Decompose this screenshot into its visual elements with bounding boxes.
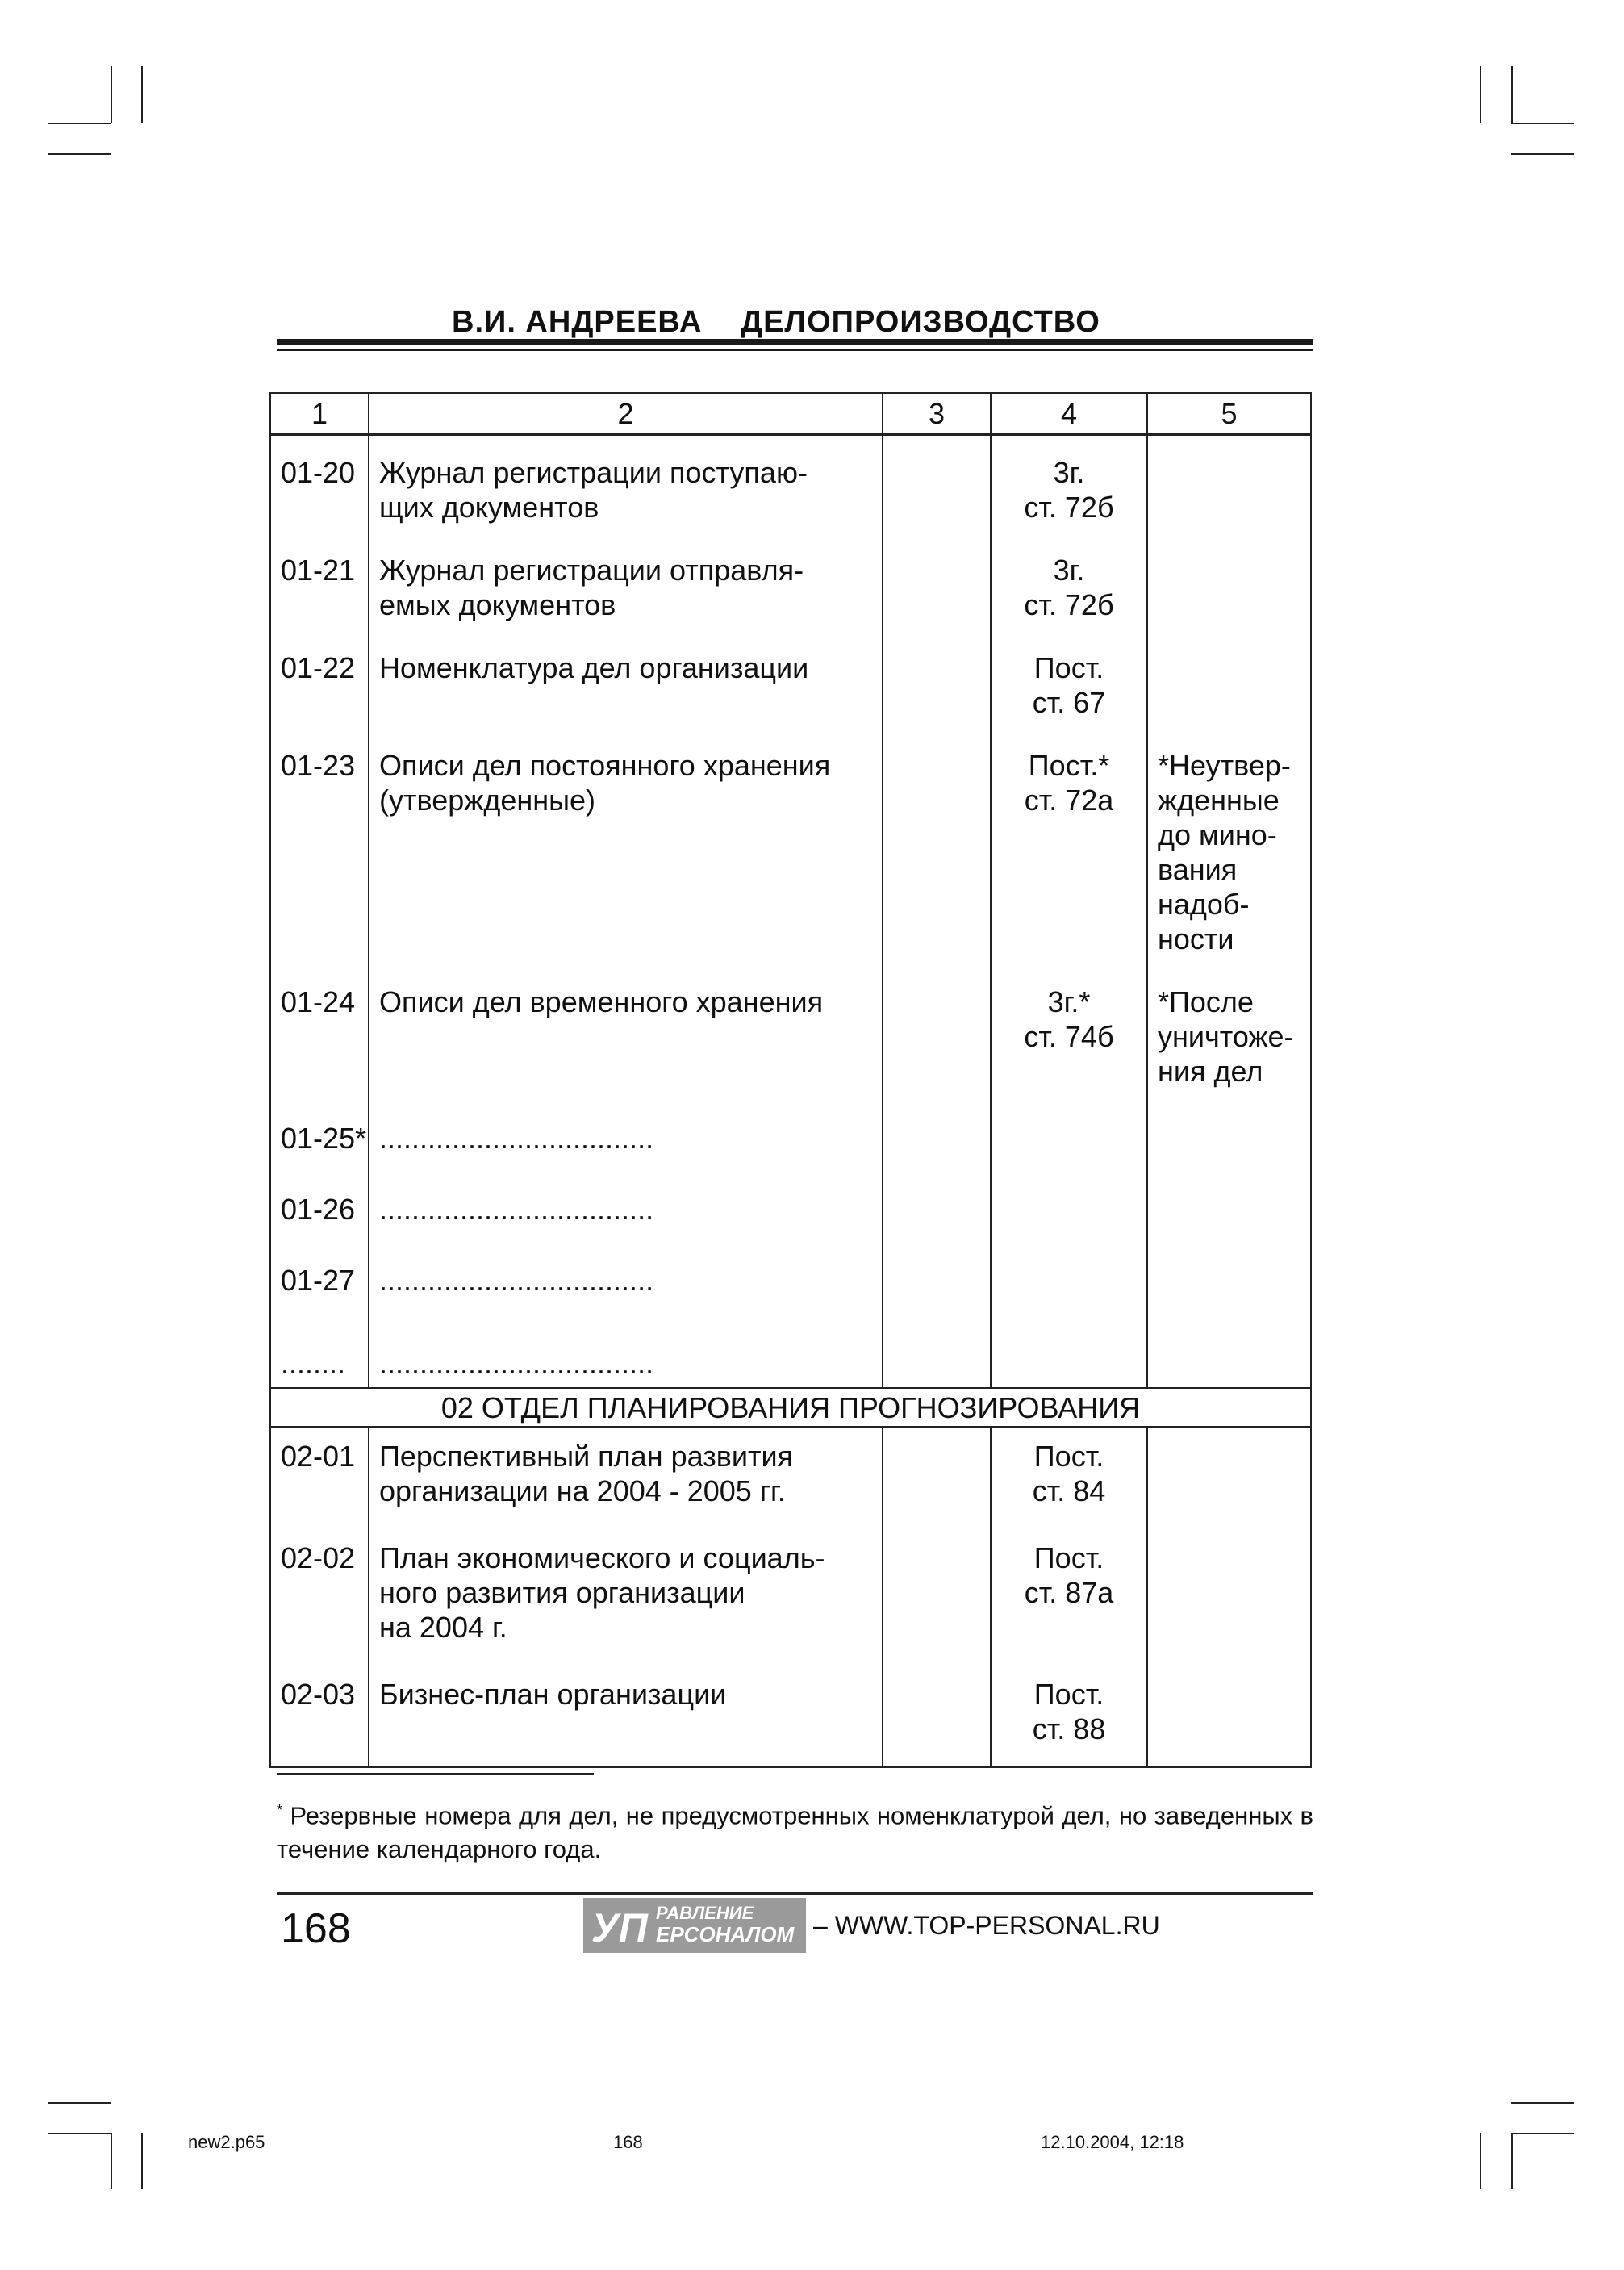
column-header: 5	[1147, 393, 1311, 434]
row-index: 02-01	[270, 1427, 369, 1508]
row-term	[991, 1156, 1147, 1227]
row-title: План экономического и социаль- ного развития организации на 2004 г.	[369, 1508, 883, 1645]
table-row	[270, 1089, 1311, 1156]
page-number: 168	[281, 1905, 351, 1952]
row-term	[991, 1298, 1147, 1388]
row-note	[1147, 434, 1311, 525]
row-index: 01-23	[270, 720, 369, 956]
row-col3	[883, 1089, 991, 1156]
table-row	[270, 1227, 1311, 1298]
nomenclature-table	[269, 392, 1312, 1768]
row-col3	[883, 525, 991, 622]
row-col3	[883, 1227, 991, 1298]
column-header: 2	[369, 393, 883, 434]
row-title: Журнал регистрации поступаю- щих документов	[369, 434, 883, 525]
crop-mark	[48, 2133, 111, 2134]
row-title: Журнал регистрации отправля- емых документов	[369, 525, 883, 622]
running-header	[452, 305, 1100, 340]
row-term	[991, 1089, 1147, 1156]
row-col3	[883, 1427, 991, 1508]
crop-mark	[48, 123, 111, 124]
logo-line-2: ЕРСОНАЛОМ	[656, 1922, 795, 1946]
footnote-text: Резервные номера для дел, не предусмотренных номенклатурой дел, но заведенных в течение календарного года.	[277, 1801, 1313, 1864]
column-header: 4	[991, 393, 1147, 434]
table-row	[270, 720, 1311, 956]
header-title: ДЕЛОПРОИЗВОДСТВО	[741, 305, 1100, 339]
slug-file: new2.p65	[188, 2132, 265, 2152]
table-row	[270, 434, 1311, 525]
footnote-mark: *	[277, 1802, 283, 1818]
crop-mark	[1511, 66, 1513, 123]
row-col3	[883, 1298, 991, 1388]
row-index: 02-02	[270, 1508, 369, 1645]
crop-mark	[141, 2133, 143, 2189]
table-row	[270, 1298, 1311, 1388]
table-header-row	[270, 393, 1311, 434]
table-row	[270, 1645, 1311, 1767]
row-col3	[883, 1508, 991, 1645]
row-term: 3г. ст. 72б	[991, 525, 1147, 622]
row-note: *После уничтоже- ния дел	[1147, 956, 1311, 1089]
section-row	[270, 1388, 1311, 1427]
row-index: 01-20	[270, 434, 369, 525]
slug-datetime: 12.10.2004, 12:18	[1041, 2132, 1184, 2152]
row-title: ..................................	[369, 1156, 883, 1227]
table-row	[270, 1156, 1311, 1227]
row-note	[1147, 1089, 1311, 1156]
row-note	[1147, 1298, 1311, 1388]
publisher-logo	[583, 1898, 806, 1953]
row-title: Бизнес-план организации	[369, 1645, 883, 1767]
crop-mark	[48, 2102, 111, 2104]
row-term	[991, 1227, 1147, 1298]
row-term: Пост. ст. 67	[991, 622, 1147, 720]
row-term: Пост. ст. 87а	[991, 1508, 1147, 1645]
row-note	[1147, 1508, 1311, 1645]
crop-mark	[1511, 123, 1574, 124]
logo-letters: УП	[591, 1905, 648, 1950]
logo-line-1: РАВЛЕНИЕ	[656, 1903, 754, 1923]
row-term: Пост. ст. 88	[991, 1645, 1147, 1767]
crop-mark	[1511, 2133, 1513, 2189]
row-note	[1147, 622, 1311, 720]
row-col3	[883, 1156, 991, 1227]
column-header: 1	[270, 393, 369, 434]
row-index: 01-27	[270, 1227, 369, 1298]
crop-mark	[1511, 153, 1574, 155]
row-col3	[883, 622, 991, 720]
crop-mark	[111, 66, 112, 123]
row-col3	[883, 956, 991, 1089]
row-note	[1147, 525, 1311, 622]
footnote-rule	[277, 1773, 594, 1775]
row-index: 01-21	[270, 525, 369, 622]
crop-mark	[1480, 2133, 1481, 2189]
row-term: 3г.* ст. 74б	[991, 956, 1147, 1089]
row-col3	[883, 434, 991, 525]
crop-mark	[48, 153, 111, 155]
row-title: ..................................	[369, 1089, 883, 1156]
row-index: 01-22	[270, 622, 369, 720]
slug-page: 168	[613, 2132, 643, 2152]
header-rule-thin	[277, 349, 1313, 351]
row-index: 01-25*	[270, 1089, 369, 1156]
row-index: 01-26	[270, 1156, 369, 1227]
website-link: – WWW.TOP-PERSONAL.RU	[813, 1911, 1160, 1940]
row-col3	[883, 720, 991, 956]
row-index: 02-03	[270, 1645, 369, 1767]
row-term: 3г. ст. 72б	[991, 434, 1147, 525]
table-row	[270, 525, 1311, 622]
header-author: В.И. АНДРЕЕВА	[452, 305, 703, 339]
crop-mark	[1480, 66, 1481, 123]
row-index: ........	[270, 1298, 369, 1388]
row-term: Пост.* ст. 72а	[991, 720, 1147, 956]
section-title: 02 ОТДЕЛ ПЛАНИРОВАНИЯ ПРОГНОЗИРОВАНИЯ	[270, 1388, 1311, 1427]
crop-mark	[1511, 2133, 1574, 2134]
row-title: Перспективный план развития организации на 2004 - 2005 гг.	[369, 1427, 883, 1508]
row-index: 01-24	[270, 956, 369, 1089]
table-row	[270, 1508, 1311, 1645]
crop-mark	[1511, 2102, 1574, 2104]
row-note	[1147, 1427, 1311, 1508]
crop-mark	[141, 66, 143, 123]
row-col3	[883, 1645, 991, 1767]
table-row	[270, 622, 1311, 720]
crop-mark	[111, 2133, 112, 2189]
footer-rule	[277, 1892, 1313, 1895]
column-header: 3	[883, 393, 991, 434]
table-row	[270, 1427, 1311, 1508]
row-title: ..................................	[369, 1298, 883, 1388]
row-title: ..................................	[369, 1227, 883, 1298]
footnote	[277, 1793, 1313, 1867]
row-title: Описи дел временного хранения	[369, 956, 883, 1089]
row-note	[1147, 1645, 1311, 1767]
row-note	[1147, 1227, 1311, 1298]
row-title: Описи дел постоянного хранения (утвержденные)	[369, 720, 883, 956]
header-rule	[277, 339, 1313, 345]
table-row	[270, 956, 1311, 1089]
row-term: Пост. ст. 84	[991, 1427, 1147, 1508]
row-title: Номенклатура дел организации	[369, 622, 883, 720]
row-note: *Неутвер- жденные до мино- вания надоб- ности	[1147, 720, 1311, 956]
row-note	[1147, 1156, 1311, 1227]
